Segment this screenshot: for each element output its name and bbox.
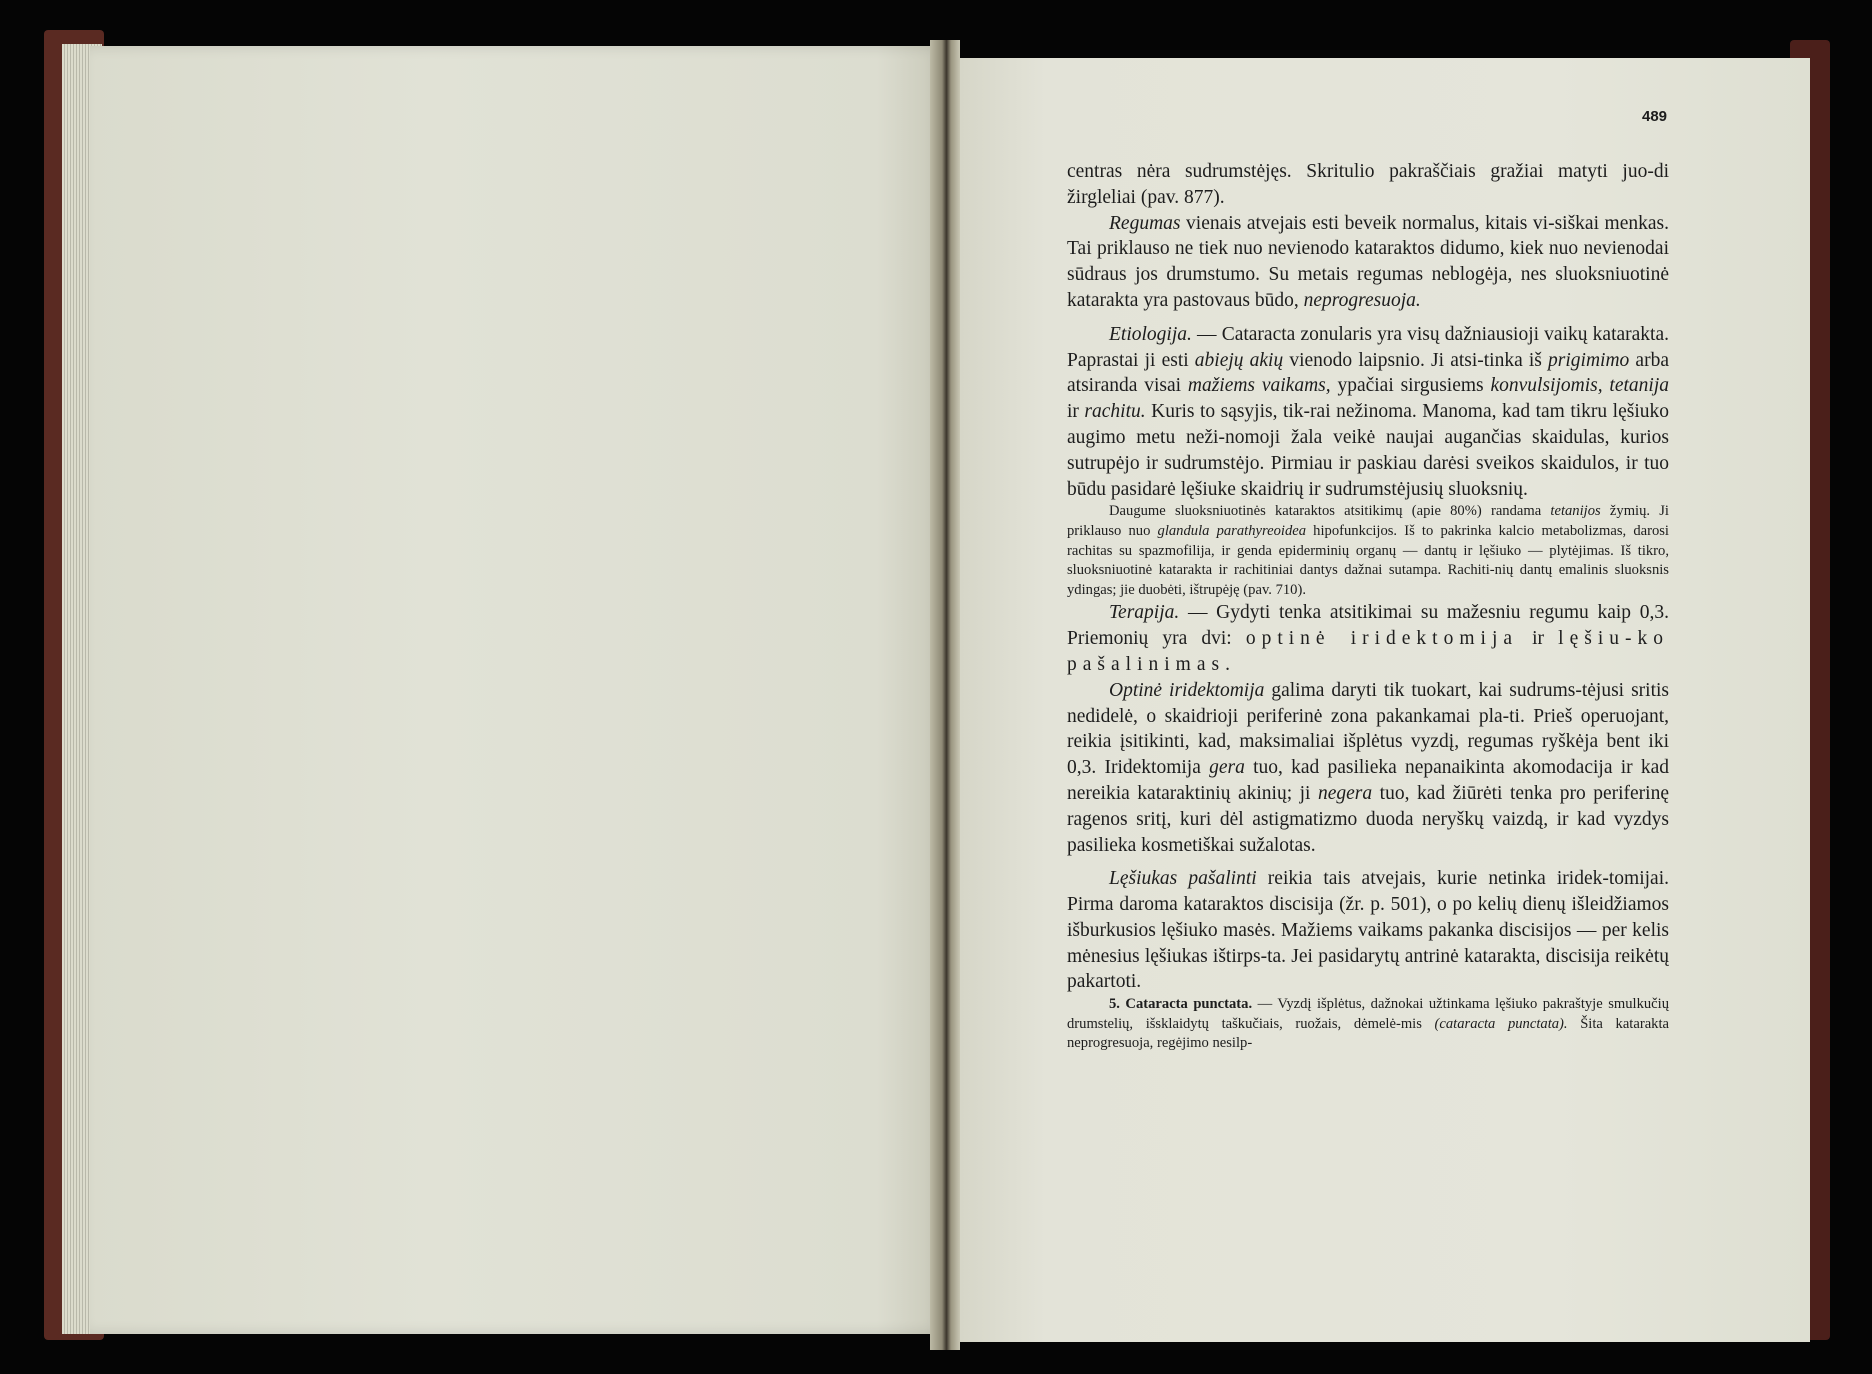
text-column — [1067, 159, 1669, 1054]
text-segment: negera — [1317, 782, 1373, 804]
text-segment: rachitu. — [1084, 401, 1146, 423]
text-segment: Lęšiukas pašalinti — [1109, 868, 1257, 890]
text-segment: Daugume sluoksniuotinės kataraktos atsitikimų (apie 80%) randama — [1109, 503, 1551, 520]
body-paragraph — [1067, 159, 1669, 211]
text-segment: galima daryti tik tuokart, kai sudrums-tėjusi sritis nedidelė, o skaidrioji periferinė zona pakankamai pla-ti. Prieš operuojant, reikia įsitikinti, kad, maksimaliai išplėtus vyzdį, regumas ryškėja bent iki 0,3. Iridektomija — [1067, 679, 1669, 779]
body-paragraph — [1067, 211, 1669, 314]
text-segment: arba atsiranda visai — [1067, 349, 1669, 397]
book-gutter — [930, 40, 960, 1350]
text-segment: neprogresuoja. — [1303, 289, 1421, 311]
body-paragraph — [1067, 600, 1669, 677]
text-segment: tetanijos — [1550, 503, 1601, 520]
text-segment: prigimimo — [1548, 349, 1630, 371]
body-paragraph — [1067, 322, 1669, 503]
text-segment: žymių. Ji priklauso nuo — [1067, 503, 1669, 539]
text-segment: — Vyzdį išplėtus, dažnokai užtinkama lęšiuko pakraštyje smulkučių drumstelių, išsklaidytų taškučiais, ruožais, dėmelė-mis — [1067, 996, 1669, 1032]
text-segment: Kuris to sąsyjis, tik-rai nežinoma. Manoma, kad tam tikru lęšiuko augimo metu neži-nomoji žala veikė naujai augančias skaidulas, kurios sutrupėjo ir sudrumstėjo. Pirmiau ir paskiau darėsi sveikos skaidulos, ir tuo būdu pasidarė lęšiuke skaidrių ir sudrumstėjusių sluoksnių. — [1067, 401, 1669, 500]
body-paragraph — [1067, 866, 1669, 995]
text-segment: Etiologija. — [1109, 323, 1192, 345]
text-segment: tuo, kad pasilieka nepanaikinta akomodacija ir kad nereikia kataraktinių akinių; ji — [1067, 757, 1669, 804]
body-paragraph — [1067, 678, 1669, 859]
text-segment: ir — [1518, 628, 1559, 650]
footnote-paragraph — [1067, 502, 1669, 600]
text-segment: centras nėra sudrumstėjęs. Skritulio pakraščiais gražiai matyti juo-di žirgleliai (pav. 877). — [1067, 161, 1669, 208]
text-segment: optinė iridektomija — [1245, 628, 1519, 650]
text-segment: — Cataracta zonularis yra visų dažniausioji vaikų katarakta. Paprastai ji esti — [1067, 323, 1669, 371]
text-segment: vienais atvejais esti beveik normalus, kitais vi-siškai menkas. Tai priklauso ne tiek nuo nevienodo kataraktos didumo, kiek nuo nevienodai sūdraus jos drumstumo. Su metais regumas neblogėja, nes sluoksniuotinė katarakta yra pastovaus būdo, — [1067, 212, 1669, 311]
text-segment: (cataracta punctata). — [1434, 1015, 1568, 1032]
text-segment: gera — [1209, 757, 1245, 779]
text-segment: ypačiai sirgusiems — [1330, 375, 1491, 397]
footnote-paragraph — [1067, 995, 1669, 1054]
text-segment: reikia tais atvejais, kurie netinka iridek-tomijai. Pirma daroma kataraktos discisija (žr. p. 501), o po kelių dienų išleidžiamos išburkusios lęšiuko masės. Mažiems vaikams pakanka discisijos — per kelis mėnesius lęšiukas ištirps-ta. Jei pasidarytų antrinė katarakta, discisija reikėtų pakartoti. — [1067, 868, 1669, 993]
text-segment: Regumas — [1109, 212, 1181, 234]
text-segment: abiejų akių — [1194, 349, 1284, 371]
text-segment: hipofunkcijos. Iš to pakrinka kalcio metabolizmas, darosi rachitas su spazmofilija, ir genda epiderminių organų — dantų ir lęšiuko — plytėjimas. Iš tikro, sluoksniuotinė katarakta ir rachitiniai dantys dažnai sutampa. Rachiti-nių dantų emalinis sluoksnis ydingas; jie duobėti, ištrupėję (pav. 710). — [1067, 522, 1669, 598]
text-segment: mažiems vaikams, — [1187, 375, 1331, 397]
text-segment: — Gydyti tenka atsitikimai su mažesniu regumu kaip 0,3. Priemonių yra dvi: — [1067, 602, 1669, 650]
left-page-blank — [90, 46, 945, 1334]
text-segment: tuo, kad žiūrėti tenka pro periferinę ragenos sritį, kuri dėl astigmatizmo duoda neryškų vaizdą, ir kad vyzdys pasilieka kosmetiškai sužalotas. — [1067, 782, 1669, 856]
text-segment: Terapija. — [1109, 602, 1180, 624]
page-number: 489 — [1642, 108, 1668, 125]
text-segment: ir — [1067, 401, 1085, 423]
text-segment: Optinė iridektomija — [1109, 679, 1265, 701]
text-segment: vienodo laipsnio. Ji atsi-tinka iš — [1283, 349, 1549, 371]
text-segment: Šita katarakta neprogresuoja, regėjimo nesilp- — [1067, 1015, 1669, 1052]
text-segment: glandula parathyreoidea — [1157, 522, 1307, 539]
text-segment: konvulsijomis, tetanija — [1490, 375, 1669, 397]
text-segment: lęšiu-ko pašalinimas. — [1067, 628, 1669, 675]
text-segment: 5. Cataracta punctata. — [1109, 996, 1253, 1013]
